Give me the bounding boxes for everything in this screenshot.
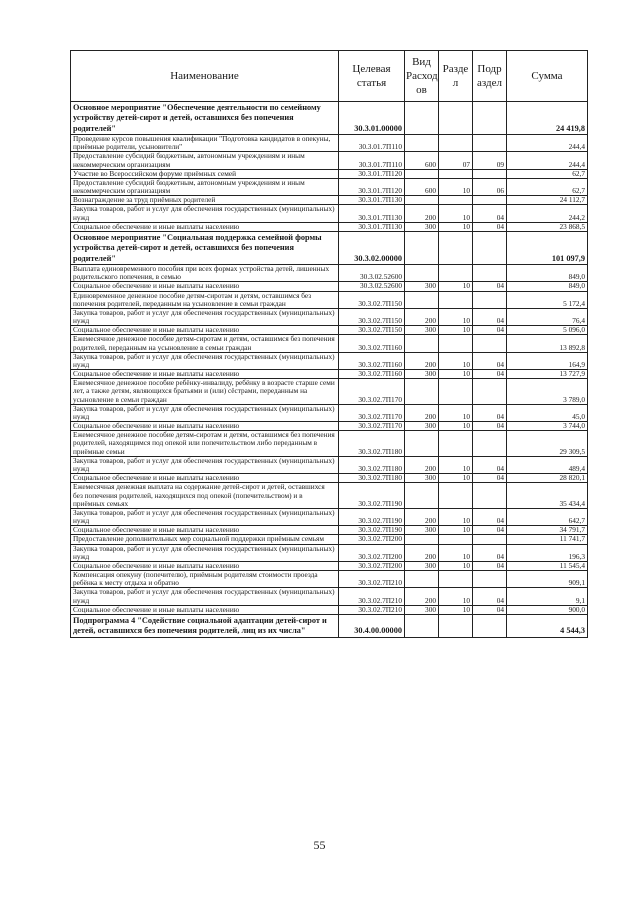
- table-row: [71, 526, 588, 535]
- cell-subsection: 04: [473, 526, 507, 535]
- cell-name: Компенсация опекуну (попечителю), приёмным родителям стоимости проезда ребёнка к месту отдыха и обратно: [71, 571, 339, 588]
- cell-section: 10: [439, 474, 473, 483]
- cell-name: Закупка товаров, работ и услуг для обеспечения государственных (муниципальных) нужд: [71, 404, 339, 421]
- cell-name: Предоставление дополнительных мер социальной поддержки приёмным семьям: [71, 535, 339, 544]
- table-row: [71, 265, 588, 282]
- cell-code: 30.3.01.7П130: [339, 196, 405, 205]
- cell-name: Выплата единовременного пособия при всех формах устройства детей, лишенных родительского попечения, в семью: [71, 265, 339, 282]
- cell-section: [439, 231, 473, 264]
- cell-expense-type: 300: [405, 526, 439, 535]
- cell-expense-type: 300: [405, 561, 439, 570]
- header-code: Целевая статья: [339, 51, 405, 102]
- cell-expense-type: 200: [405, 588, 439, 605]
- cell-subsection: [473, 196, 507, 205]
- table-row: [71, 483, 588, 509]
- cell-expense-type: 300: [405, 474, 439, 483]
- cell-subsection: [473, 535, 507, 544]
- table-row: [71, 431, 588, 457]
- cell-code: 30.3.02.7П190: [339, 483, 405, 509]
- cell-section: 10: [439, 526, 473, 535]
- header-expense-type: Вид Расход ов: [405, 51, 439, 102]
- cell-code: 30.3.02.00000: [339, 231, 405, 264]
- cell-subsection: 04: [473, 544, 507, 561]
- cell-name: Социальное обеспечение и иные выплаты населению: [71, 526, 339, 535]
- table-row: [71, 456, 588, 473]
- cell-name: Подпрограмма 4 "Содействие социальной адаптации детей-сирот и детей, оставшихся без попечения родителей, лиц из их числа": [71, 614, 339, 637]
- cell-subsection: 04: [473, 605, 507, 614]
- cell-name: Социальное обеспечение и иные выплаты населению: [71, 474, 339, 483]
- cell-amount: 13 892,8: [507, 335, 588, 352]
- cell-section: [439, 196, 473, 205]
- cell-amount: 849,0: [507, 265, 588, 282]
- cell-subsection: 04: [473, 508, 507, 525]
- cell-code: 30.3.01.7П130: [339, 205, 405, 222]
- table-header-row: [71, 51, 588, 102]
- cell-amount: 244,2: [507, 205, 588, 222]
- cell-name: Закупка товаров, работ и услуг для обеспечения государственных (муниципальных) нужд: [71, 352, 339, 369]
- cell-code: 30.3.02.52600: [339, 282, 405, 291]
- table-row: [71, 404, 588, 421]
- cell-section: [439, 571, 473, 588]
- table-row: [71, 352, 588, 369]
- cell-amount: 62,7: [507, 169, 588, 178]
- cell-expense-type: 300: [405, 605, 439, 614]
- cell-code: 30.3.01.7П120: [339, 178, 405, 195]
- cell-name: Предоставление субсидий бюджетным, автономным учреждениям и иным некоммерческим организациям: [71, 178, 339, 195]
- cell-name: Предоставление субсидий бюджетным, автономным учреждениям и иным некоммерческим организациям: [71, 152, 339, 169]
- cell-name: Социальное обеспечение и иные выплаты населению: [71, 561, 339, 570]
- cell-section: 10: [439, 352, 473, 369]
- cell-expense-type: [405, 169, 439, 178]
- cell-amount: 4 544,3: [507, 614, 588, 637]
- cell-amount: 9,1: [507, 588, 588, 605]
- cell-code: 30.3.02.7П160: [339, 352, 405, 369]
- table-row: [71, 152, 588, 169]
- cell-amount: 28 820,1: [507, 474, 588, 483]
- cell-name: Проведение курсов повышения квалификации "Подготовка кандидатов в опекуны, приёмные родители, усыновители": [71, 135, 339, 152]
- cell-section: [439, 335, 473, 352]
- cell-expense-type: 200: [405, 352, 439, 369]
- cell-expense-type: 300: [405, 222, 439, 231]
- cell-expense-type: [405, 231, 439, 264]
- cell-code: 30.3.01.7П130: [339, 222, 405, 231]
- cell-expense-type: 300: [405, 370, 439, 379]
- cell-code: 30.3.02.7П200: [339, 535, 405, 544]
- cell-expense-type: [405, 335, 439, 352]
- cell-expense-type: 200: [405, 404, 439, 421]
- cell-expense-type: 600: [405, 152, 439, 169]
- table-row: [71, 535, 588, 544]
- header-amount: Сумма: [507, 51, 588, 102]
- table-row: [71, 291, 588, 308]
- cell-subsection: 04: [473, 282, 507, 291]
- cell-code: 30.3.02.7П190: [339, 508, 405, 525]
- cell-expense-type: 200: [405, 544, 439, 561]
- cell-amount: 244,4: [507, 152, 588, 169]
- cell-section: 10: [439, 222, 473, 231]
- table-row: [71, 169, 588, 178]
- table-row: [71, 326, 588, 335]
- cell-amount: 101 097,9: [507, 231, 588, 264]
- cell-section: 10: [439, 561, 473, 570]
- cell-code: 30.3.02.7П170: [339, 404, 405, 421]
- cell-name: Закупка товаров, работ и услуг для обеспечения государственных (муниципальных) нужд: [71, 508, 339, 525]
- cell-subsection: [473, 135, 507, 152]
- cell-subsection: 06: [473, 178, 507, 195]
- cell-code: 30.3.01.00000: [339, 102, 405, 135]
- cell-subsection: [473, 265, 507, 282]
- cell-expense-type: 200: [405, 456, 439, 473]
- header-section: Разде л: [439, 51, 473, 102]
- cell-section: 10: [439, 456, 473, 473]
- cell-expense-type: 200: [405, 308, 439, 325]
- cell-expense-type: [405, 571, 439, 588]
- cell-code: 30.3.02.7П200: [339, 561, 405, 570]
- cell-name: Ежемесячное денежное пособие ребёнку-инвалиду, ребёнку в возрасте старше семи лет, а также детям, являющихся братьями и (или) сёстрами, переданным на усыновление в семьи граждан: [71, 379, 339, 405]
- cell-subsection: [473, 291, 507, 308]
- cell-code: 30.3.02.7П180: [339, 431, 405, 457]
- table-row: [71, 379, 588, 405]
- cell-section: 10: [439, 282, 473, 291]
- table-row: [71, 178, 588, 195]
- cell-subsection: 04: [473, 588, 507, 605]
- cell-section: [439, 379, 473, 405]
- cell-section: 10: [439, 508, 473, 525]
- cell-expense-type: [405, 535, 439, 544]
- table-row: [71, 588, 588, 605]
- cell-subsection: [473, 614, 507, 637]
- cell-subsection: 04: [473, 404, 507, 421]
- cell-subsection: [473, 231, 507, 264]
- cell-section: 10: [439, 422, 473, 431]
- cell-section: 07: [439, 152, 473, 169]
- cell-code: 30.3.02.7П150: [339, 308, 405, 325]
- cell-section: [439, 483, 473, 509]
- cell-amount: 196,3: [507, 544, 588, 561]
- cell-amount: 34 791,7: [507, 526, 588, 535]
- cell-name: Основное мероприятие "Обеспечение деятельности по семейному устройству детей-сирот и детей, оставшихся без попечения родителей": [71, 102, 339, 135]
- cell-subsection: 04: [473, 326, 507, 335]
- cell-amount: 849,0: [507, 282, 588, 291]
- cell-code: 30.3.02.7П210: [339, 571, 405, 588]
- cell-subsection: 04: [473, 222, 507, 231]
- cell-code: 30.3.02.7П180: [339, 474, 405, 483]
- cell-subsection: [473, 335, 507, 352]
- cell-expense-type: 200: [405, 205, 439, 222]
- cell-expense-type: [405, 265, 439, 282]
- cell-subsection: 04: [473, 474, 507, 483]
- cell-code: 30.4.00.00000: [339, 614, 405, 637]
- cell-code: 30.3.02.7П200: [339, 544, 405, 561]
- cell-section: 10: [439, 605, 473, 614]
- cell-amount: 5 172,4: [507, 291, 588, 308]
- cell-section: [439, 431, 473, 457]
- cell-amount: 3 744,0: [507, 422, 588, 431]
- cell-section: 10: [439, 205, 473, 222]
- cell-code: 30.3.01.7П110: [339, 152, 405, 169]
- cell-name: Закупка товаров, работ и услуг для обеспечения государственных (муниципальных) нужд: [71, 456, 339, 473]
- table-body: [71, 102, 588, 638]
- page-number: 55: [313, 838, 326, 852]
- cell-code: 30.3.02.7П190: [339, 526, 405, 535]
- cell-subsection: 04: [473, 205, 507, 222]
- cell-name: Закупка товаров, работ и услуг для обеспечения государственных (муниципальных) нужд: [71, 205, 339, 222]
- cell-code: 30.3.02.7П170: [339, 379, 405, 405]
- cell-subsection: 04: [473, 456, 507, 473]
- cell-code: 30.3.02.7П170: [339, 422, 405, 431]
- cell-section: 10: [439, 544, 473, 561]
- cell-subsection: [473, 431, 507, 457]
- table-row: [71, 508, 588, 525]
- cell-code: 30.3.01.7П120: [339, 169, 405, 178]
- cell-name: Социальное обеспечение и иные выплаты населению: [71, 605, 339, 614]
- cell-code: 30.3.02.7П150: [339, 291, 405, 308]
- cell-name: Вознаграждение за труд приёмных родителей: [71, 196, 339, 205]
- cell-expense-type: [405, 614, 439, 637]
- cell-name: Ежемесячное денежное пособие детям-сиротам и детям, оставшимся без попечения родителей, переданным на усыновление в семьи граждан: [71, 335, 339, 352]
- cell-subsection: [473, 169, 507, 178]
- table-row: [71, 222, 588, 231]
- table-row: [71, 135, 588, 152]
- cell-section: [439, 135, 473, 152]
- cell-amount: 3 789,0: [507, 379, 588, 405]
- cell-expense-type: [405, 431, 439, 457]
- cell-amount: 62,7: [507, 178, 588, 195]
- cell-name: Ежемесячное денежное пособие детям-сиротам и детям, оставшимся без попечения родителей, находящимся под опекой или попечительством либо переданным в приёмные семьи: [71, 431, 339, 457]
- budget-table: [70, 50, 588, 638]
- cell-amount: 23 868,5: [507, 222, 588, 231]
- table-row-main-activity: [71, 102, 588, 135]
- cell-subsection: 04: [473, 370, 507, 379]
- table-row: [71, 571, 588, 588]
- cell-amount: 24 112,7: [507, 196, 588, 205]
- cell-subsection: 09: [473, 152, 507, 169]
- cell-name: Социальное обеспечение и иные выплаты населению: [71, 222, 339, 231]
- header-name: Наименование: [71, 51, 339, 102]
- cell-section: 10: [439, 308, 473, 325]
- cell-section: [439, 102, 473, 135]
- cell-name: Закупка товаров, работ и услуг для обеспечения государственных (муниципальных) нужд: [71, 308, 339, 325]
- cell-name: Социальное обеспечение и иные выплаты населению: [71, 326, 339, 335]
- cell-subsection: 04: [473, 352, 507, 369]
- cell-expense-type: 200: [405, 508, 439, 525]
- cell-section: [439, 535, 473, 544]
- cell-name: Единовременное денежное пособие детям-сиротам и детям, оставшимся без попечения родителей, переданным на усыновление в семьи граждан: [71, 291, 339, 308]
- cell-amount: 35 434,4: [507, 483, 588, 509]
- cell-code: 30.3.02.52600: [339, 265, 405, 282]
- cell-name: Закупка товаров, работ и услуг для обеспечения государственных (муниципальных) нужд: [71, 544, 339, 561]
- cell-section: 10: [439, 588, 473, 605]
- cell-amount: 900,0: [507, 605, 588, 614]
- cell-expense-type: 300: [405, 422, 439, 431]
- cell-amount: 909,1: [507, 571, 588, 588]
- cell-amount: 5 096,0: [507, 326, 588, 335]
- cell-section: [439, 169, 473, 178]
- cell-expense-type: [405, 102, 439, 135]
- cell-code: 30.3.02.7П150: [339, 326, 405, 335]
- cell-code: 30.3.02.7П210: [339, 588, 405, 605]
- table-row: [71, 205, 588, 222]
- cell-amount: 29 309,5: [507, 431, 588, 457]
- cell-amount: 164,9: [507, 352, 588, 369]
- cell-subsection: [473, 571, 507, 588]
- cell-subsection: 04: [473, 561, 507, 570]
- cell-amount: 244,4: [507, 135, 588, 152]
- cell-name: Участие во Всероссийском форуме приёмных семей: [71, 169, 339, 178]
- cell-name: Основное мероприятие "Социальная поддержка семейной формы устройства детей-сирот и детей, оставшихся без попечения родителей": [71, 231, 339, 264]
- cell-amount: 11 741,7: [507, 535, 588, 544]
- cell-amount: 76,4: [507, 308, 588, 325]
- cell-section: 10: [439, 370, 473, 379]
- table-row: [71, 605, 588, 614]
- cell-code: 30.3.02.7П210: [339, 605, 405, 614]
- cell-amount: 489,4: [507, 456, 588, 473]
- cell-expense-type: 600: [405, 178, 439, 195]
- cell-expense-type: 300: [405, 282, 439, 291]
- cell-subsection: 04: [473, 422, 507, 431]
- cell-amount: 13 727,9: [507, 370, 588, 379]
- cell-section: [439, 265, 473, 282]
- cell-expense-type: [405, 291, 439, 308]
- cell-expense-type: [405, 379, 439, 405]
- cell-name: Социальное обеспечение и иные выплаты населению: [71, 370, 339, 379]
- cell-section: 10: [439, 326, 473, 335]
- table-row-main-activity: [71, 614, 588, 637]
- cell-section: 10: [439, 178, 473, 195]
- table-row: [71, 422, 588, 431]
- table-row: [71, 282, 588, 291]
- cell-name: Ежемесячная денежная выплата на содержание детей-сирот и детей, оставшихся без попечения родителей, находящихся под опекой (попечительством) и в приёмных семьях: [71, 483, 339, 509]
- cell-code: 30.3.01.7П110: [339, 135, 405, 152]
- cell-amount: 11 545,4: [507, 561, 588, 570]
- cell-name: Социальное обеспечение и иные выплаты населению: [71, 422, 339, 431]
- cell-subsection: [473, 102, 507, 135]
- cell-subsection: 04: [473, 308, 507, 325]
- cell-name: Закупка товаров, работ и услуг для обеспечения государственных (муниципальных) нужд: [71, 588, 339, 605]
- cell-section: [439, 291, 473, 308]
- table-row: [71, 561, 588, 570]
- cell-expense-type: [405, 483, 439, 509]
- cell-amount: 24 419,8: [507, 102, 588, 135]
- cell-amount: 642,7: [507, 508, 588, 525]
- cell-section: 10: [439, 404, 473, 421]
- table-row: [71, 196, 588, 205]
- table-row: [71, 335, 588, 352]
- cell-name: Социальное обеспечение и иные выплаты населению: [71, 282, 339, 291]
- cell-code: 30.3.02.7П160: [339, 370, 405, 379]
- cell-subsection: [473, 379, 507, 405]
- cell-code: 30.3.02.7П180: [339, 456, 405, 473]
- cell-expense-type: [405, 196, 439, 205]
- header-subsection: Подр аздел: [473, 51, 507, 102]
- cell-amount: 45,0: [507, 404, 588, 421]
- table-row: [71, 544, 588, 561]
- table-row: [71, 308, 588, 325]
- table-row: [71, 370, 588, 379]
- cell-expense-type: [405, 135, 439, 152]
- cell-expense-type: 300: [405, 326, 439, 335]
- cell-section: [439, 614, 473, 637]
- cell-subsection: [473, 483, 507, 509]
- table-row: [71, 474, 588, 483]
- table-row-main-activity: [71, 231, 588, 264]
- cell-code: 30.3.02.7П160: [339, 335, 405, 352]
